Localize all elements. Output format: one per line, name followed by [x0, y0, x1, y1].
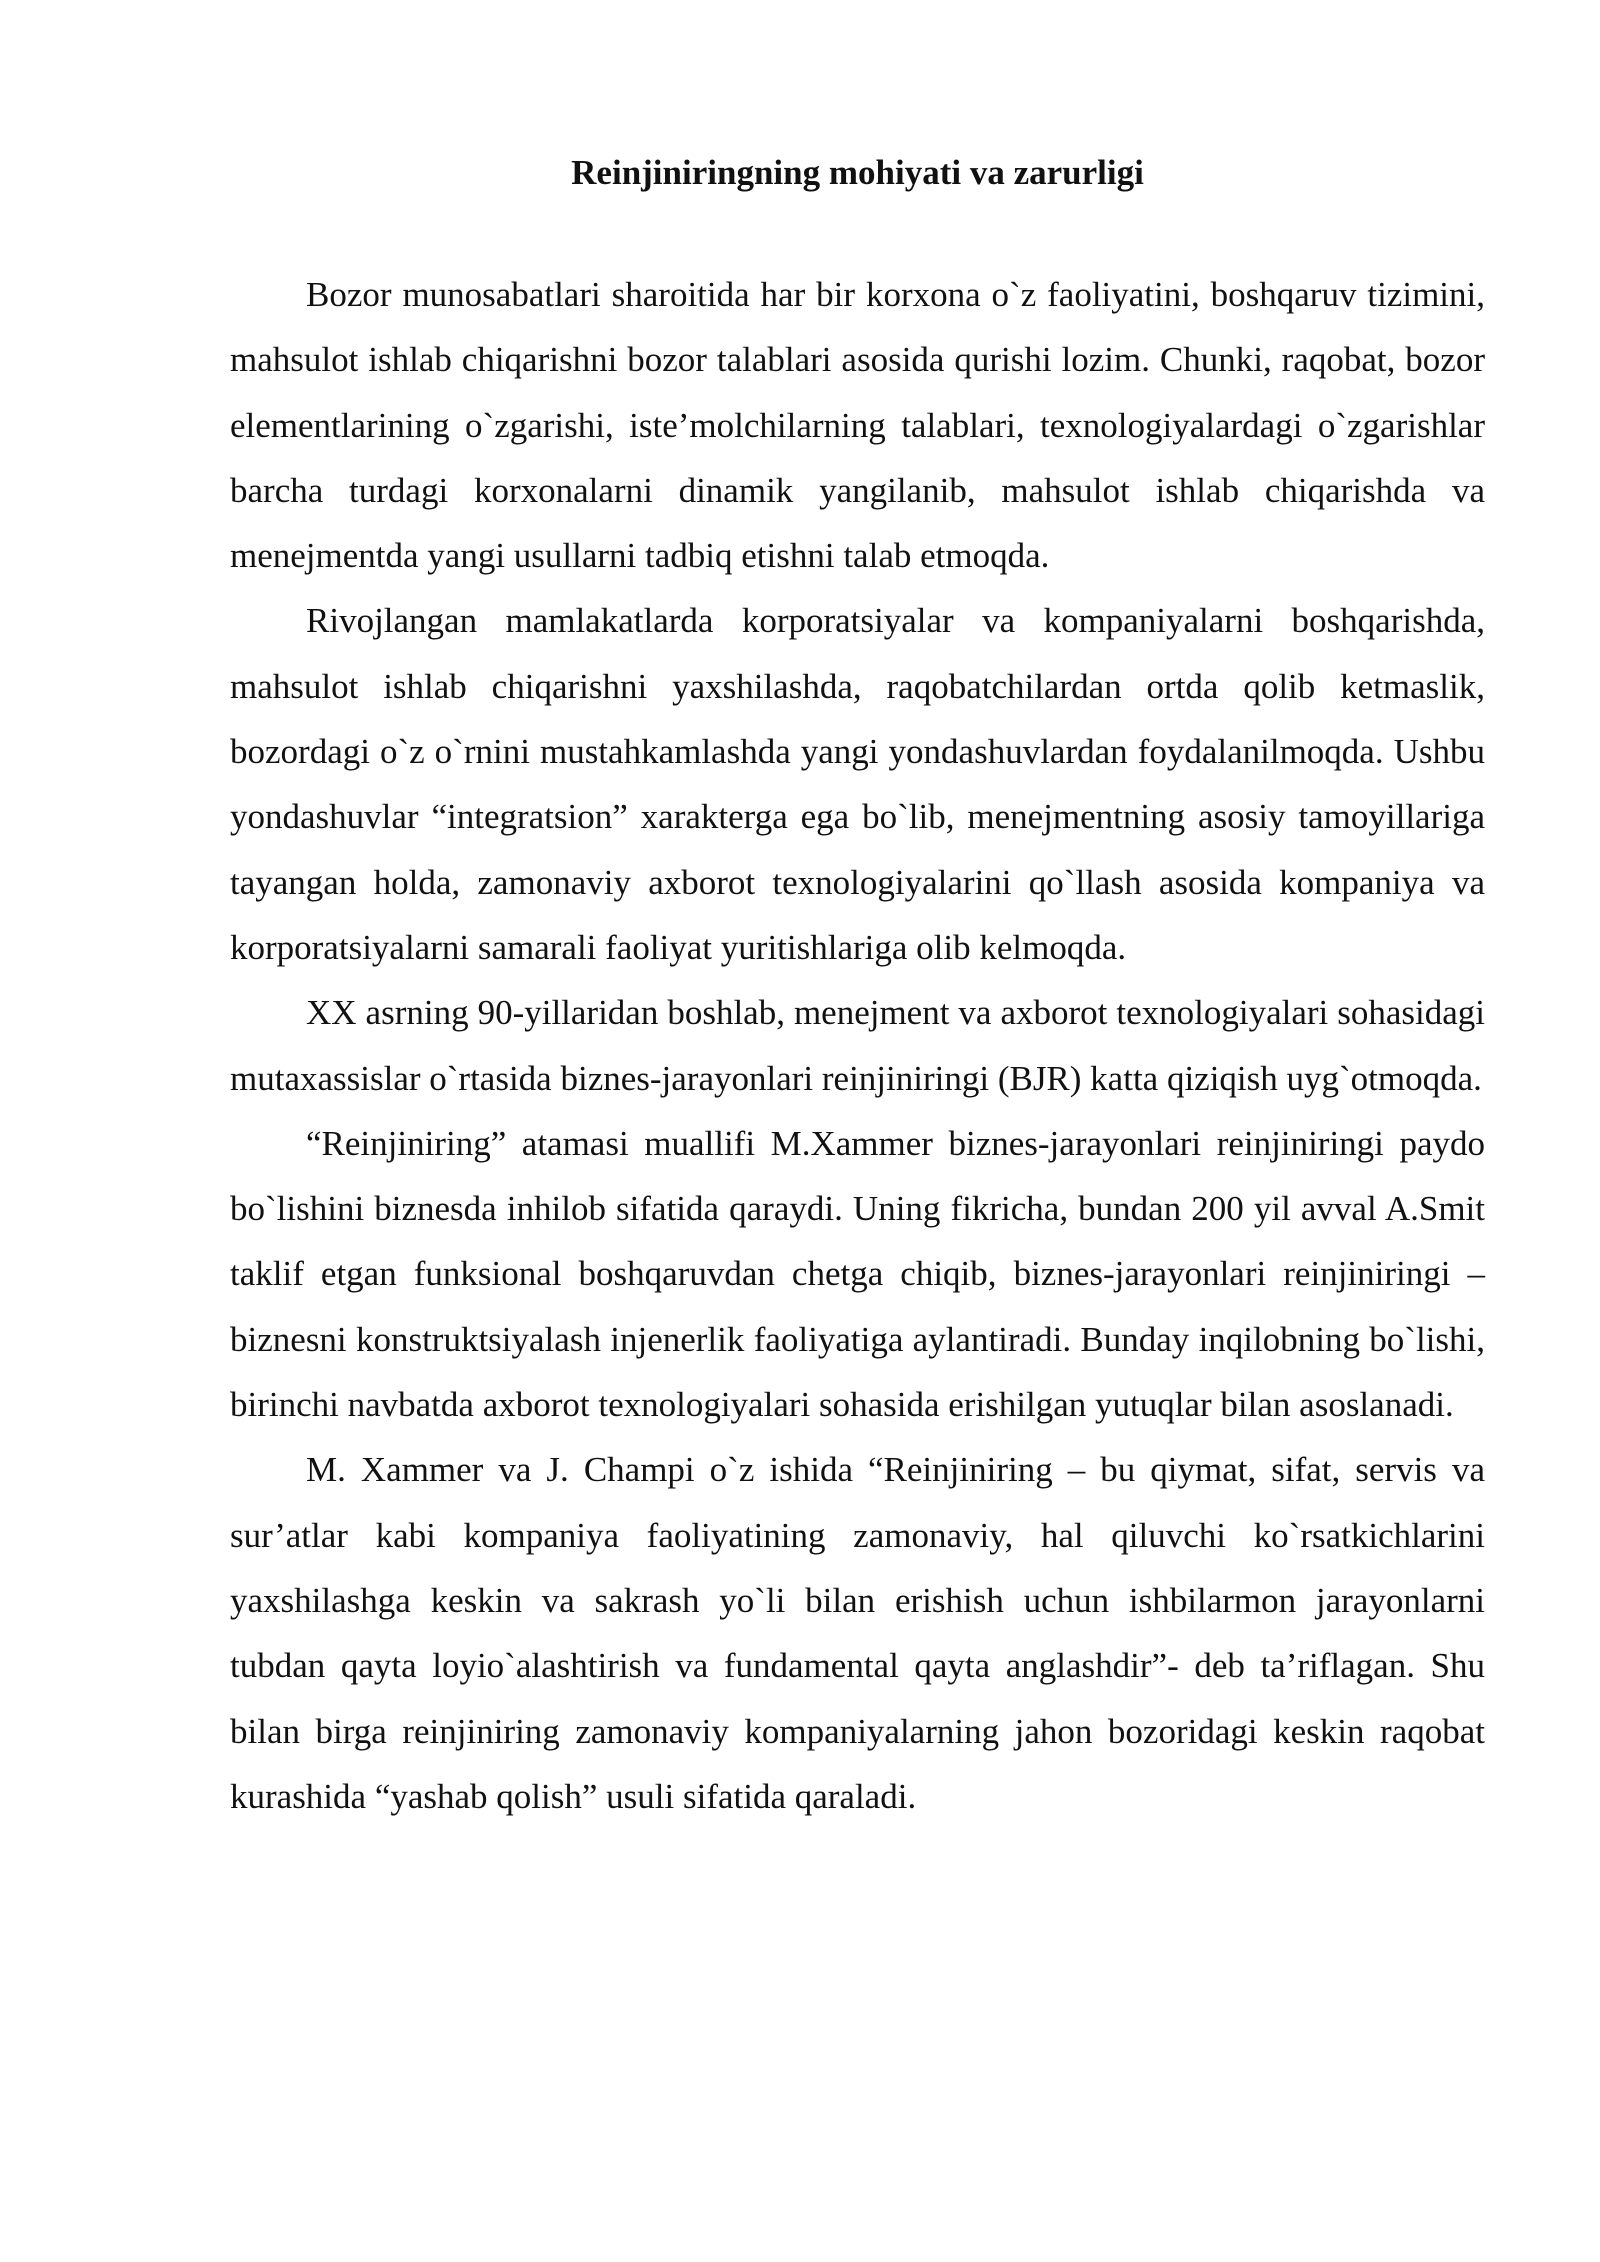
paragraph-3: XX asrning 90-yillaridan boshlab, menejment va axborot texnologiyalari sohasidagi mutaxassislar o`rtasida biznes-jarayonlari reinjiniringi (BJR) katta qiziqish uyg`otmoqda.	[230, 993, 1485, 1098]
paragraph-4: “Reinjiniring” atamasi muallifi M.Xammer biznes-jarayonlari reinjiniringi paydo bo`lishini biznesda inhilob sifatida qaraydi. Uning fikricha, bundan 200 yil avval A.Smit taklif etgan funksional boshqaruvdan chetga chiqib, biznes-jarayonlari reinjiniringi – biznesni konstruktsiyalash injenerlik faoliyatiga aylantiradi. Bunday inqilobning bo`lishi, birinchi navbatda axborot texnologiyalari sohasida erishilgan yutuqlar bilan asoslanadi.	[230, 1123, 1485, 1425]
paragraph-5: M. Xammer va J. Champi o`z ishida “Reinjiniring – bu qiymat, sifat, servis va sur’atlar kabi kompaniya faoliyatining zamonaviy, hal qiluvchi ko`rsatkichlarini yaxshilashga keskin va sakrash yo`li bilan erishish uchun ishbilarmon jarayonlarni tubdan qayta loyio`alashtirish va fundamental qayta anglashdir”- deb ta’riflagan. Shu bilan birga reinjiniring zamonaviy kompaniyalarning jahon bozoridagi keskin raqobat kurashida “yashab qolish” usuli sifatida qaraladi.	[230, 1450, 1485, 1816]
document-page	[230, 150, 1485, 1829]
document-title: Reinjiniringning mohiyati va zarurligi	[571, 153, 1144, 192]
paragraph-1: Bozor munosabatlari sharoitida har bir korxona o`z faoliyatini, boshqaruv tizimini, mahsulot ishlab chiqarishni bozor talablari asosida qurishi lozim. Chunki, raqobat, bozor elementlarining o`zgarishi, iste’molchilarning talablari, texnologiyalardagi o`zgarishlar barcha turdagi korxonalarni dinamik yangilanib, mahsulot ishlab chiqarishda va menejmentda yangi usullarni tadbiq etishni talab etmoqda.	[230, 275, 1485, 576]
paragraph-2: Rivojlangan mamlakatlarda korporatsiyalar va kompaniyalarni boshqarishda, mahsulot ishlab chiqarishni yaxshilashda, raqobatchilardan ortda qolib ketmaslik, bozordagi o`z o`rnini mustahkamlashda yangi yondashuvlardan foydalanilmoqda. Ushbu yondashuvlar “integratsion” xarakterga ega bo`lib, menejmentning asosiy tamoyillariga tayangan holda, zamonaviy axborot texnologiyalarini qo`llash asosida kompaniya va korporatsiyalarni samarali faoliyat yuritishlariga olib kelmoqda.	[230, 601, 1485, 967]
